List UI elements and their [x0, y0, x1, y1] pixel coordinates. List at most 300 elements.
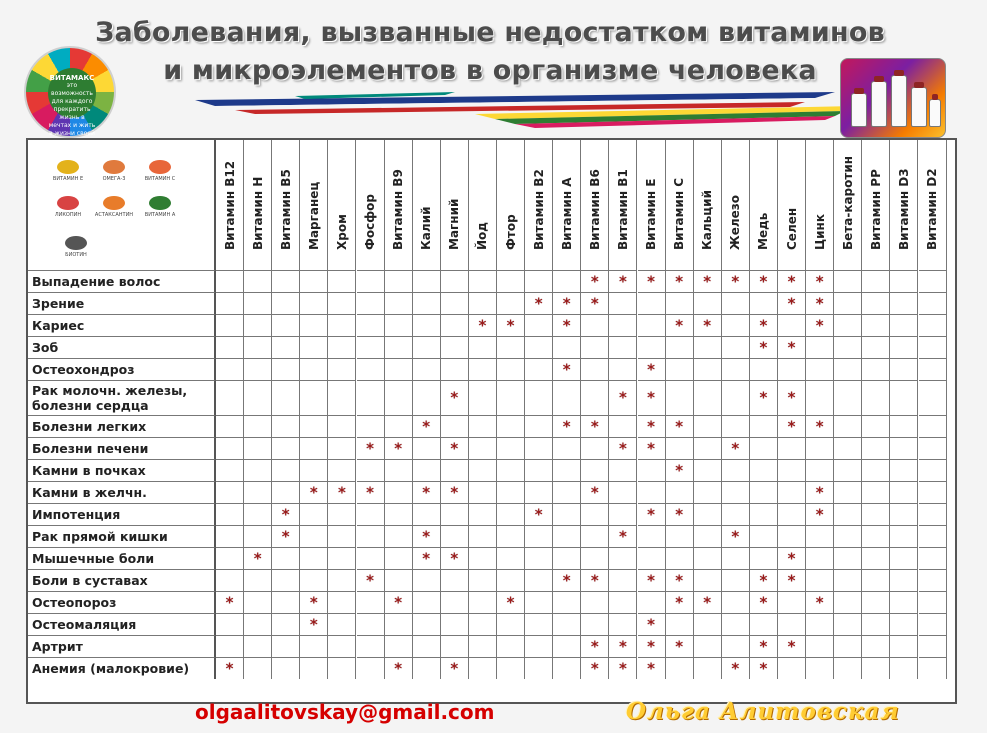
table-cell [806, 481, 834, 503]
deficiency-star-mark: * [619, 272, 627, 290]
deficiency-star-mark: * [366, 571, 374, 589]
deficiency-star-mark: * [619, 388, 627, 407]
table-cell [890, 635, 918, 657]
table-cell [919, 358, 947, 380]
table-cell [834, 358, 862, 380]
table-cell [750, 503, 778, 525]
column-header [469, 140, 497, 270]
table-cell [609, 525, 637, 547]
table-cell [244, 437, 272, 459]
table-cell [413, 481, 441, 503]
corner-food-item [140, 196, 180, 218]
table-cell [862, 613, 890, 635]
table-cell [666, 358, 694, 380]
table-cell [778, 336, 806, 358]
table-cell [357, 481, 385, 503]
table-cell [357, 270, 385, 292]
table-cell [609, 437, 637, 459]
food-label: БИОТИН [65, 252, 87, 258]
column-header [806, 140, 834, 270]
table-cell [469, 547, 497, 569]
table-cell [525, 358, 553, 380]
table-cell [666, 336, 694, 358]
table-cell [919, 591, 947, 613]
table-cell [750, 459, 778, 481]
column-header [609, 140, 637, 270]
logo-brand: ВИТАМАКС [49, 74, 95, 82]
table-cell [244, 292, 272, 314]
table-cell [272, 314, 300, 336]
table-cell [581, 380, 609, 415]
table-cell [357, 459, 385, 481]
column-header-label: Витамин В5 [278, 169, 293, 250]
table-cell [216, 547, 244, 569]
table-cell [834, 292, 862, 314]
table-cell [862, 525, 890, 547]
table-cell [357, 635, 385, 657]
column-header-label: Витамин В6 [587, 169, 602, 250]
table-cell [553, 635, 581, 657]
table-cell [244, 459, 272, 481]
deficiency-star-mark: * [534, 294, 543, 312]
table-cell [328, 380, 356, 415]
table-cell [806, 358, 834, 380]
table-cell [890, 314, 918, 336]
deficiency-star-mark: * [562, 294, 571, 312]
table-cell [722, 503, 750, 525]
table-cell [919, 336, 947, 358]
table-cell [919, 314, 947, 336]
table-cell [778, 657, 806, 679]
deficiency-star-mark: * [394, 593, 403, 611]
table-cell [244, 415, 272, 437]
table-cell [806, 314, 834, 336]
table-cell [834, 569, 862, 591]
table-cell [216, 380, 244, 415]
table-cell [834, 437, 862, 459]
deficiency-star-mark: * [590, 294, 599, 312]
column-header [441, 140, 469, 270]
table-cell [722, 358, 750, 380]
table-cell [834, 547, 862, 569]
table-cell [413, 503, 441, 525]
table-cell [497, 358, 525, 380]
column-header [525, 140, 553, 270]
table-cell [385, 591, 413, 613]
table-cell [778, 415, 806, 437]
table-cell [778, 270, 806, 292]
table-cell [216, 437, 244, 459]
table-cell [638, 292, 666, 314]
table-cell [581, 569, 609, 591]
table-cell [272, 459, 300, 481]
title-line-1: Заболевания, вызванные недостатком витаминов [95, 17, 885, 48]
column-header-label: Витамин РР [868, 169, 883, 250]
table-cell [834, 415, 862, 437]
table-cell [216, 336, 244, 358]
deficiency-star-mark: * [759, 272, 768, 290]
table-cell [581, 635, 609, 657]
author-email[interactable]: olgaalitovskay@gmail.com [195, 700, 495, 724]
table-cell [638, 591, 666, 613]
column-header [919, 140, 947, 270]
table-cell [890, 380, 918, 415]
table-cell [694, 358, 722, 380]
table-cell [666, 415, 694, 437]
table-cell [244, 503, 272, 525]
row-disease-label: Зоб [28, 336, 216, 358]
table-cell [385, 292, 413, 314]
table-cell [413, 358, 441, 380]
deficiency-star-mark: * [731, 439, 740, 457]
table-cell [609, 314, 637, 336]
deficiency-star-mark: * [450, 439, 459, 457]
table-cell [525, 613, 553, 635]
deficiency-star-mark: * [675, 571, 684, 589]
table-cell [862, 437, 890, 459]
column-header [750, 140, 778, 270]
table-cell [216, 358, 244, 380]
deficiency-star-mark: * [394, 659, 403, 677]
table-cell [553, 437, 581, 459]
table-cell [328, 415, 356, 437]
table-cell [272, 358, 300, 380]
table-cell [244, 525, 272, 547]
table-cell [441, 503, 469, 525]
deficiency-star-mark: * [450, 388, 459, 407]
table-cell [357, 437, 385, 459]
table-cell [750, 292, 778, 314]
table-cell [834, 336, 862, 358]
table-cell [722, 591, 750, 613]
table-cell [272, 503, 300, 525]
table-cell [441, 380, 469, 415]
table-cell [216, 270, 244, 292]
column-header [890, 140, 918, 270]
row-disease-label: Выпадение волос [28, 270, 216, 292]
table-cell [300, 569, 328, 591]
table-cell [638, 314, 666, 336]
table-cell [469, 635, 497, 657]
table-cell [553, 459, 581, 481]
food-label: ВИТАМИН С [144, 176, 176, 182]
table-cell [806, 336, 834, 358]
table-cell [385, 635, 413, 657]
deficiency-star-mark: * [562, 316, 571, 334]
table-cell [525, 657, 553, 679]
deficiency-star-mark: * [815, 316, 824, 334]
table-cell [300, 358, 328, 380]
table-cell [581, 481, 609, 503]
food-label: ОМЕГА-3 [102, 176, 126, 182]
table-cell [890, 270, 918, 292]
table-cell [609, 657, 637, 679]
table-cell [581, 503, 609, 525]
table-cell [890, 459, 918, 481]
table-cell [581, 270, 609, 292]
table-cell [722, 270, 750, 292]
table-cell [300, 437, 328, 459]
table-cell [750, 547, 778, 569]
deficiency-star-mark: * [815, 593, 824, 611]
table-cell [581, 547, 609, 569]
column-header-label: Витамин В12 [222, 160, 237, 250]
table-cell [244, 270, 272, 292]
author-name: Ольга Алитовская [626, 698, 900, 725]
table-cell [834, 635, 862, 657]
table-cell [441, 657, 469, 679]
deficiency-star-mark: * [562, 360, 571, 378]
deficiency-star-mark: * [619, 637, 627, 655]
table-cell [862, 270, 890, 292]
deficiency-star-mark: * [450, 549, 459, 567]
table-cell [638, 613, 666, 635]
table-cell [272, 481, 300, 503]
row-disease-label: Артрит [28, 635, 216, 657]
table-cell [272, 657, 300, 679]
table-cell [581, 613, 609, 635]
row-disease-label: Остеомаляция [28, 613, 216, 635]
deficiency-star-mark: * [759, 388, 768, 407]
table-cell [722, 415, 750, 437]
table-cell [469, 314, 497, 336]
table-cell [694, 591, 722, 613]
table-cell [750, 591, 778, 613]
table-cell [778, 547, 806, 569]
table-cell [328, 459, 356, 481]
table-cell [216, 613, 244, 635]
column-header [244, 140, 272, 270]
table-cell [469, 270, 497, 292]
table-cell [413, 314, 441, 336]
table-cell [385, 657, 413, 679]
table-cell [581, 314, 609, 336]
table-cell [638, 459, 666, 481]
column-header [694, 140, 722, 270]
table-cell [357, 358, 385, 380]
deficiency-star-mark: * [675, 417, 684, 435]
deficiency-star-mark: * [815, 505, 824, 523]
table-cell [722, 380, 750, 415]
column-header [581, 140, 609, 270]
deficiency-star-mark: * [590, 659, 599, 677]
table-cell [750, 613, 778, 635]
deficiency-star-mark: * [506, 316, 515, 334]
row-disease-label: Болезни легких [28, 415, 216, 437]
column-header-label: Витамин В9 [391, 169, 406, 250]
logo-tagline: это возможность для каждого прекратить жизнь в мечтах и жить в жизни своей [48, 82, 96, 137]
table-cell [244, 591, 272, 613]
deficiency-star-mark: * [675, 272, 684, 290]
deficiency-star-mark: * [703, 272, 712, 290]
table-cell [272, 635, 300, 657]
column-header [497, 140, 525, 270]
food-picture-icon [57, 160, 79, 174]
deficiency-star-mark: * [759, 659, 768, 677]
row-disease-label: Рак молочн. железы, болезни сердца [28, 380, 216, 415]
column-header [834, 140, 862, 270]
table-cell [553, 591, 581, 613]
table-cell [216, 292, 244, 314]
row-disease-label: Камни в желчн. [28, 481, 216, 503]
corner-food-item [48, 196, 88, 218]
table-cell [890, 657, 918, 679]
table-cell [666, 569, 694, 591]
table-cell [385, 525, 413, 547]
table-cell [357, 336, 385, 358]
table-cell [638, 437, 666, 459]
table-cell [694, 503, 722, 525]
table-cell [694, 437, 722, 459]
deficiency-star-mark: * [787, 637, 796, 655]
table-cell [300, 336, 328, 358]
table-cell [553, 336, 581, 358]
table-cell [553, 525, 581, 547]
table-cell [666, 547, 694, 569]
table-cell [862, 459, 890, 481]
deficiency-star-mark: * [787, 272, 796, 290]
table-cell [609, 635, 637, 657]
table-cell [385, 613, 413, 635]
corner-food-item [94, 160, 134, 182]
table-cell [413, 547, 441, 569]
table-cell [300, 547, 328, 569]
food-label: АСТАКСАНТИН [94, 212, 134, 218]
table-cell [919, 547, 947, 569]
table-cell [694, 481, 722, 503]
deficiency-star-mark: * [478, 316, 487, 334]
column-header [328, 140, 356, 270]
column-header [357, 140, 385, 270]
column-header [413, 140, 441, 270]
table-cell [385, 547, 413, 569]
table-cell [328, 358, 356, 380]
table-cell [638, 415, 666, 437]
table-cell [919, 613, 947, 635]
deficiency-star-mark: * [759, 637, 768, 655]
deficiency-star-mark: * [422, 417, 431, 435]
table-cell [806, 569, 834, 591]
food-label: ВИТАМИН А [144, 212, 176, 218]
deficiency-star-mark: * [590, 417, 599, 435]
table-cell [609, 591, 637, 613]
table-cell [357, 415, 385, 437]
table-cell [385, 481, 413, 503]
table-cell [750, 481, 778, 503]
table-cell [581, 415, 609, 437]
table-cell [666, 635, 694, 657]
food-picture-icon [149, 196, 171, 210]
table-cell [553, 503, 581, 525]
vitamin-deficiency-table [26, 138, 957, 704]
table-cell [385, 569, 413, 591]
table-cell [666, 657, 694, 679]
table-cell [497, 503, 525, 525]
deficiency-star-mark: * [506, 593, 515, 611]
table-cell [413, 569, 441, 591]
table-cell [385, 437, 413, 459]
table-cell [722, 635, 750, 657]
column-header [216, 140, 244, 270]
table-cell [919, 459, 947, 481]
column-header-label: Витамин В1 [615, 169, 630, 250]
deficiency-star-mark: * [647, 272, 655, 290]
table-cell [581, 336, 609, 358]
table-cell [553, 314, 581, 336]
table-cell [300, 481, 328, 503]
table-cell [300, 415, 328, 437]
table-cell [357, 547, 385, 569]
table-cell [806, 525, 834, 547]
table-cell [469, 657, 497, 679]
table-cell [834, 459, 862, 481]
table-cell [834, 314, 862, 336]
table-cell [862, 547, 890, 569]
table-cell [553, 613, 581, 635]
table-cell [525, 503, 553, 525]
deficiency-star-mark: * [703, 593, 712, 611]
table-cell [694, 336, 722, 358]
table-cell [581, 292, 609, 314]
vitamax-logo [24, 46, 116, 138]
column-header-label: Селен [784, 207, 799, 250]
table-cell [300, 292, 328, 314]
table-cell [834, 613, 862, 635]
column-header-label: Витамин D2 [925, 168, 940, 250]
table-cell [525, 415, 553, 437]
table-cell [413, 292, 441, 314]
table-cell [497, 635, 525, 657]
table-cell [272, 380, 300, 415]
deficiency-star-mark: * [731, 659, 740, 677]
table-cell [890, 547, 918, 569]
table-cell [469, 358, 497, 380]
table-cell [638, 503, 666, 525]
table-cell [806, 270, 834, 292]
deficiency-star-mark: * [422, 549, 431, 567]
table-cell [638, 270, 666, 292]
table-cell [722, 657, 750, 679]
table-cell [806, 635, 834, 657]
table-cell [722, 481, 750, 503]
table-cell [441, 613, 469, 635]
row-disease-label: Остеохондроз [28, 358, 216, 380]
table-cell [441, 437, 469, 459]
table-cell [216, 415, 244, 437]
table-cell [778, 380, 806, 415]
table-cell [806, 591, 834, 613]
deficiency-star-mark: * [731, 272, 740, 290]
deficiency-star-mark: * [619, 527, 627, 545]
table-cell [385, 358, 413, 380]
table-cell [609, 459, 637, 481]
column-header-label: Марганец [306, 181, 321, 250]
table-cell [328, 613, 356, 635]
table-cell [385, 415, 413, 437]
column-header [666, 140, 694, 270]
deficiency-star-mark: * [422, 527, 431, 545]
table-cell [666, 525, 694, 547]
table-cell [328, 503, 356, 525]
column-header-label: Йод [475, 222, 490, 250]
table-cell [413, 459, 441, 481]
corner-food-item [140, 160, 180, 182]
table-cell [722, 569, 750, 591]
table-cell [244, 613, 272, 635]
table-cell [357, 657, 385, 679]
deficiency-star-mark: * [590, 272, 599, 290]
column-header-label: Кальций [700, 190, 715, 250]
